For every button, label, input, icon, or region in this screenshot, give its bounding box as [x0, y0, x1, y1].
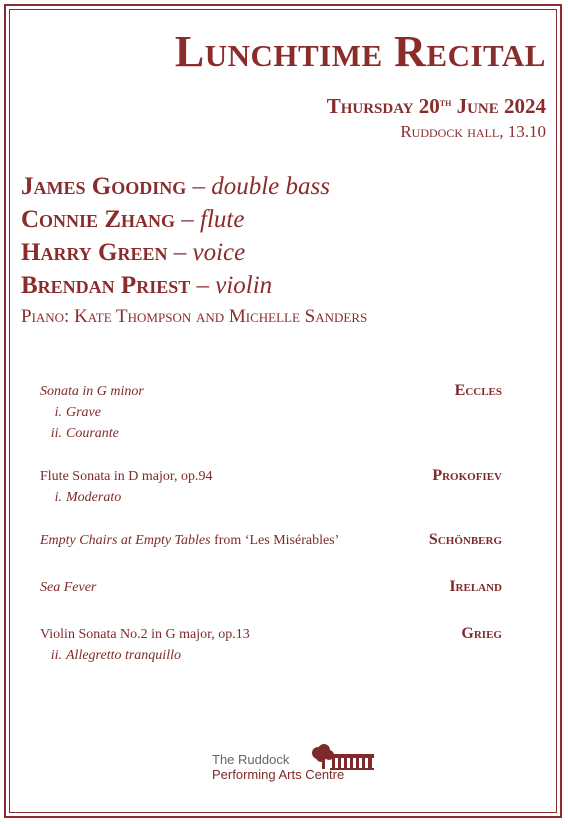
movement-name: Moderato [66, 490, 122, 505]
program-item [40, 625, 502, 664]
performer-line [21, 269, 367, 302]
movement-name: Grave [66, 405, 101, 420]
performer-name: Connie Zhang [21, 206, 175, 233]
program-item [40, 531, 502, 549]
venue-time: Ruddock hall, 13.10 [400, 122, 546, 141]
performer-name: Brendan Priest [21, 272, 191, 299]
work-title-italic: Empty Chairs at Empty Tables [40, 533, 211, 548]
performer-separator: – [167, 239, 193, 266]
movement [40, 405, 502, 421]
venue-logo [212, 744, 382, 784]
page-title: Lunchtime Recital [174, 27, 546, 76]
movement-number: i. [54, 490, 62, 505]
performer-line [21, 236, 367, 269]
logo-line-1: The Ruddock [212, 752, 290, 767]
work-title-plain: from ‘Les Misérables’ [210, 533, 340, 548]
logo-line-2: Performing Arts Centre [212, 767, 345, 782]
work-title-italic: Sea Fever [40, 580, 97, 595]
performer-separator: – [175, 206, 200, 233]
composer: Schönberg [428, 531, 502, 548]
date-prefix: Thursday 20 [326, 94, 440, 118]
movement [40, 490, 502, 506]
work-title-plain: Flute Sonata in D major, op.94 [40, 469, 213, 484]
composer: Grieg [461, 625, 502, 642]
program-item [40, 382, 502, 442]
movement-name: Courante [66, 426, 119, 441]
performer-line [21, 170, 367, 203]
date-ordinal: th [439, 95, 452, 109]
date-suffix: June 2024 [451, 94, 546, 118]
composer: Ireland [449, 578, 502, 595]
work-title-plain: Violin Sonata No.2 in G major, op.13 [40, 627, 250, 642]
performer-instrument: voice [192, 239, 246, 266]
performer-separator: – [190, 272, 216, 299]
performer-line [21, 203, 367, 236]
movement [40, 648, 502, 664]
performer-instrument: flute [200, 206, 245, 233]
work-title [40, 627, 250, 643]
movement-number: ii. [50, 426, 62, 441]
accompanists: Piano: Kate Thompson and Michelle Sanders [21, 306, 368, 327]
performer-name: Harry Green [21, 239, 168, 266]
performer-list [21, 170, 367, 330]
work-title [40, 384, 144, 400]
performer-separator: – [186, 173, 212, 200]
work-title [40, 469, 212, 485]
movement-number: ii. [50, 648, 62, 663]
program-item [40, 467, 502, 506]
program-list [40, 382, 502, 664]
movement [40, 426, 502, 442]
event-date [327, 94, 546, 119]
movement-number: i. [54, 405, 62, 420]
performer-name: James Gooding [21, 173, 187, 200]
program-item [40, 578, 502, 596]
movement-name: Allegretto tranquillo [66, 648, 181, 663]
performer-instrument: double bass [211, 173, 330, 200]
work-title-italic: Sonata in G minor [40, 384, 144, 399]
performer-instrument: violin [215, 272, 273, 299]
work-title [40, 533, 339, 549]
composer: Prokofiev [432, 467, 502, 484]
composer: Eccles [454, 382, 502, 399]
work-title [40, 580, 96, 596]
